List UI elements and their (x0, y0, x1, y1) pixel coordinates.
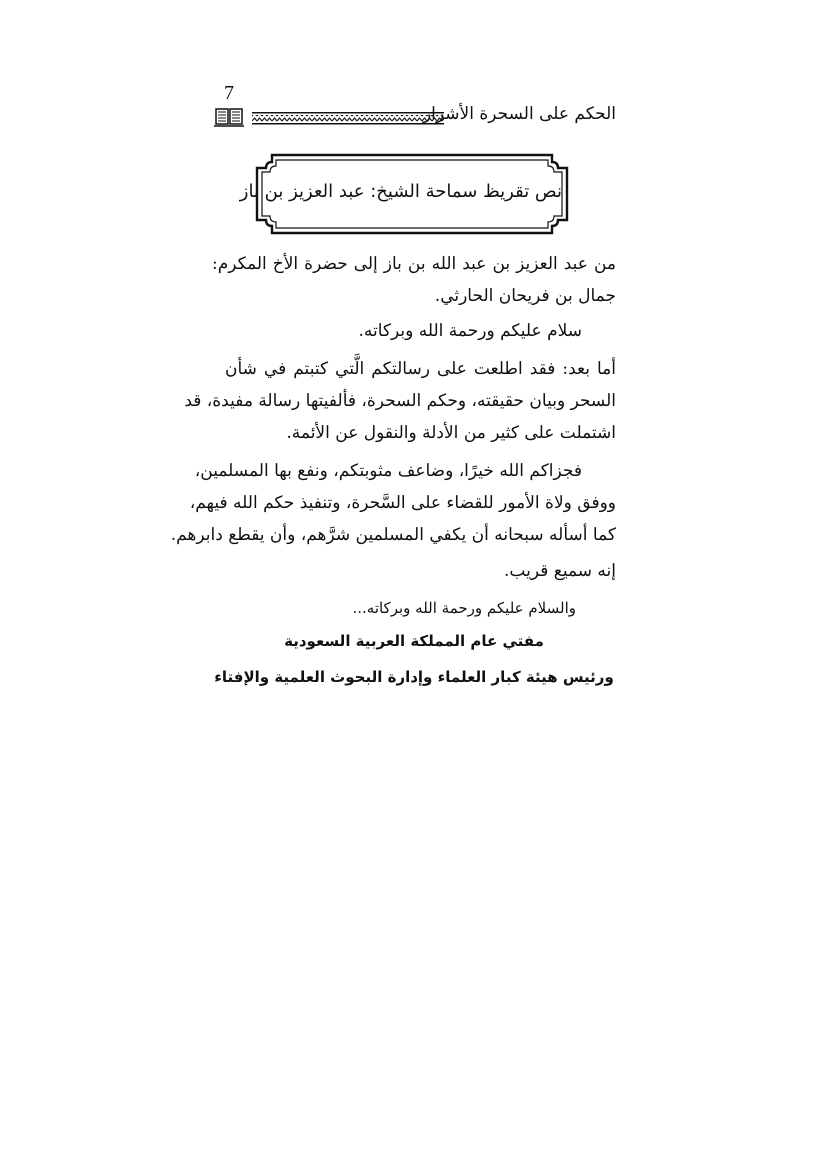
header-ornamental-rule (252, 110, 444, 123)
body-line-7: فجزاكم الله خيرًا، وضاعف مثوبتكم، ونفع بها المسلمين، (194, 461, 582, 481)
body-line-10: إنه سميع قريب. (504, 561, 616, 581)
heading-title: نص تقريظ سماحة الشيخ: عبد العزيز بن باز (239, 181, 562, 202)
body-line-4: أما بعد: فقد اطلعت على رسالتكم الَّتي كتبتم في شأن (225, 359, 616, 379)
open-book-icon (214, 105, 244, 127)
body-line-1: من عبد العزيز بن عبد الله بن باز إلى حضرة الأخ المكرم: (212, 254, 616, 274)
body-line-8: ووفق ولاة الأمور للقضاء على السَّحرة، وتنفيذ حكم الله فيهم، (189, 493, 616, 513)
body-line-6: اشتملت على كثير من الأدلة والنقول عن الأئمة. (286, 423, 616, 443)
body-line-9: كما أسأله سبحانه أن يكفي المسلمين شرَّهم، وأن يقطع دابرهم. (170, 525, 616, 545)
body-line-2: جمال بن فريحان الحارثي. (434, 286, 616, 306)
body-line-3: سلام عليكم ورحمة الله وبركاته. (358, 321, 582, 341)
body-line-5: السحر وبيان حقيقته، وحكم السحرة، فألفيتها رسالة مفيدة، قد (184, 391, 616, 411)
signature-title-1: مفتي عام المملكة العربية السعودية (284, 632, 544, 650)
signature-title-2: ورئيس هيئة كبار العلماء وإدارة البحوث العلمية والإفتاء (214, 668, 614, 686)
page-number: 7 (224, 82, 234, 104)
body-line-11: والسلام عليكم ورحمة الله وبركاته... (352, 599, 576, 617)
heading-frame (239, 152, 570, 236)
running-title: الحكم على السحرة الأشرار (422, 104, 616, 124)
